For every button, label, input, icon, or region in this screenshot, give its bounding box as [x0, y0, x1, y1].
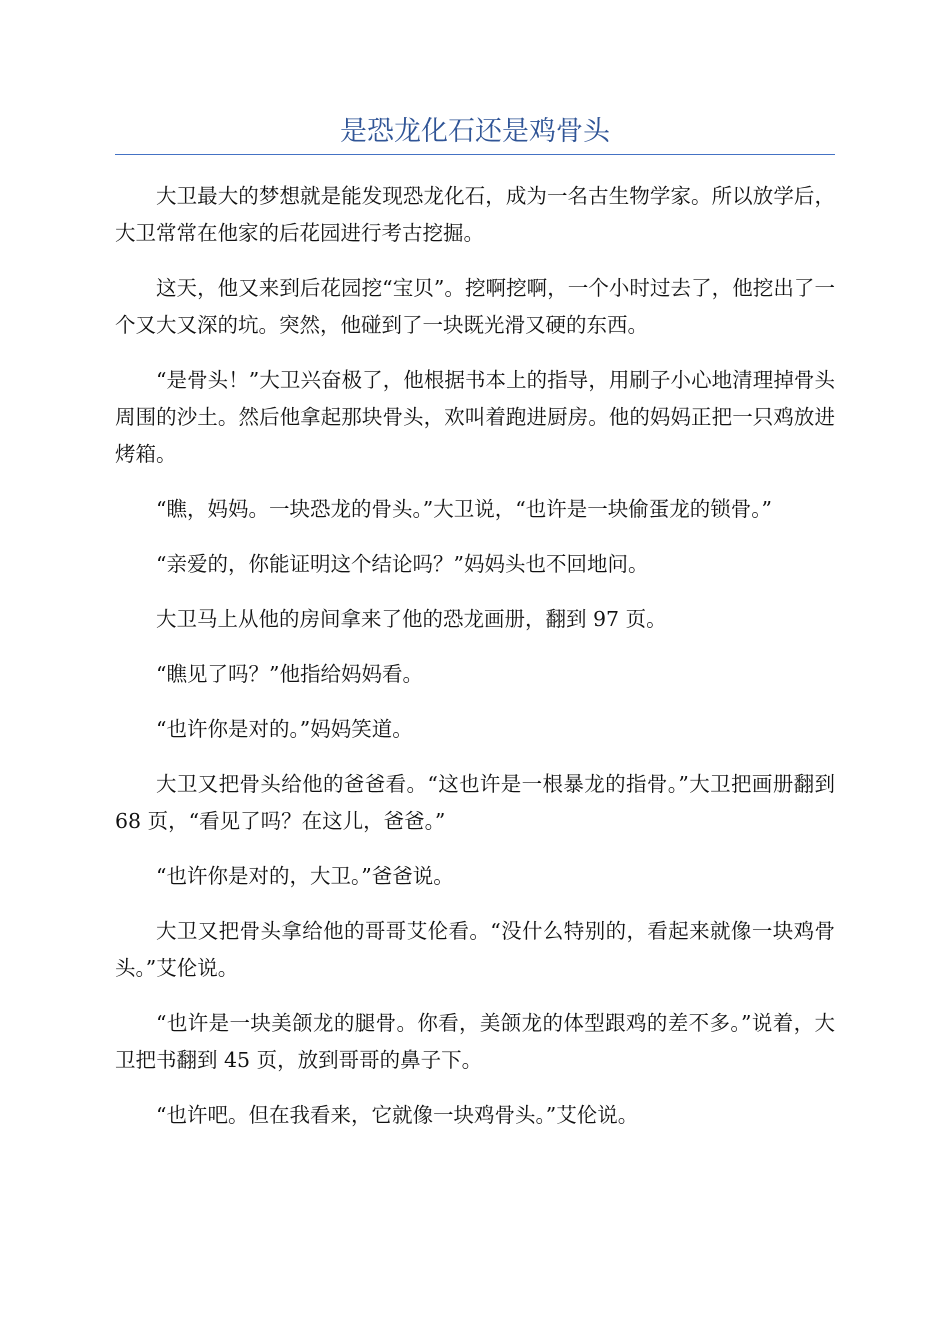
paragraph: 大卫最大的梦想就是能发现恐龙化石，成为一名古生物学家。所以放学后，大卫常常在他家的后花园进行考古挖掘。 [115, 184, 835, 245]
paragraph: “也许你是对的，大卫。”爸爸说。 [156, 864, 454, 888]
document-body [115, 178, 835, 1152]
paragraph: “是骨头！”大卫兴奋极了，他根据书本上的指导，用刷子小心地清理掉骨头周围的沙土。然后他拿起那块骨头，欢叫着跑进厨房。他的妈妈正把一只鸡放进烤箱。 [115, 368, 835, 466]
paragraph: 大卫又把骨头给他的爸爸看。“这也许是一根暴龙的指骨。”大卫把画册翻到 68 页，“看见了吗？在这儿，爸爸。” [115, 772, 835, 833]
paragraph: 大卫马上从他的房间拿来了他的恐龙画册，翻到 97 页。 [156, 607, 667, 631]
paragraph: 这天，他又来到后花园挖“宝贝”。挖啊挖啊，一个小时过去了，他挖出了一个又大又深的坑。突然，他碰到了一块既光滑又硬的东西。 [115, 276, 835, 337]
paragraph: “瞧，妈妈。一块恐龙的骨头。”大卫说，“也许是一块偷蛋龙的锁骨。” [156, 497, 772, 521]
paragraph: “瞧见了吗？”他指给妈妈看。 [156, 662, 423, 686]
paragraph: “也许你是对的。”妈妈笑道。 [156, 717, 413, 741]
document-title: 是恐龙化石还是鸡骨头 [340, 116, 610, 147]
title-underline [115, 154, 835, 155]
paragraph: “也许吧。但在我看来，它就像一块鸡骨头。”艾伦说。 [156, 1103, 639, 1127]
paragraph: “亲爱的，你能证明这个结论吗？”妈妈头也不回地问。 [156, 552, 649, 576]
paragraph: 大卫又把骨头拿给他的哥哥艾伦看。“没什么特别的，看起来就像一块鸡骨头。”艾伦说。 [115, 919, 835, 980]
paragraph: “也许是一块美颌龙的腿骨。你看，美颌龙的体型跟鸡的差不多。”说着，大卫把书翻到 45 页，放到哥哥的鼻子下。 [115, 1011, 835, 1072]
